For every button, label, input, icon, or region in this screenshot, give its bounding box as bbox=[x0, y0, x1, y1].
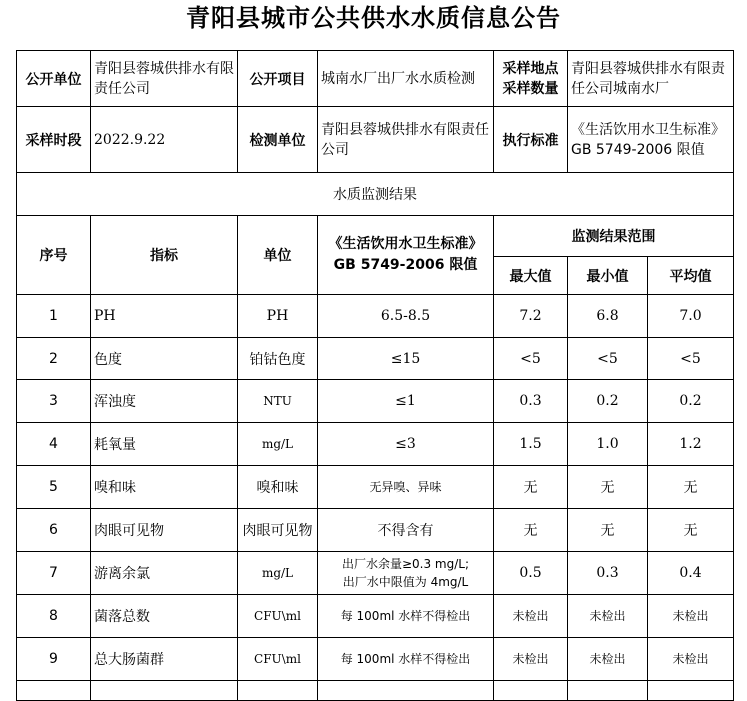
row-indicator: 嗅和味 bbox=[91, 466, 238, 509]
row-max: 未检出 bbox=[494, 595, 568, 638]
row-limit: 每 100ml 水样不得检出 bbox=[318, 595, 494, 638]
label-sampling-site-line1: 采样地点 bbox=[502, 60, 559, 77]
row-indicator: 浑浊度 bbox=[91, 380, 238, 423]
row-no: 6 bbox=[17, 509, 91, 552]
table-row bbox=[17, 552, 734, 595]
row-avg: 无 bbox=[648, 466, 734, 509]
row-min: 未检出 bbox=[568, 595, 648, 638]
header-indicator: 指标 bbox=[91, 216, 238, 295]
row-limit: 6.5-8.5 bbox=[318, 295, 494, 338]
label-test-org: 检测单位 bbox=[238, 107, 318, 173]
table-row bbox=[17, 595, 734, 638]
label-sampling-count-line2: 采样数量 bbox=[502, 80, 559, 97]
row-avg: 无 bbox=[648, 509, 734, 552]
header-no: 序号 bbox=[17, 216, 91, 295]
table-row bbox=[17, 338, 734, 380]
row-max: 7.2 bbox=[494, 295, 568, 338]
row-no: 2 bbox=[17, 338, 91, 380]
header-min: 最小值 bbox=[568, 257, 648, 295]
row-indicator: PH bbox=[91, 295, 238, 338]
info-row-1 bbox=[17, 51, 734, 107]
header-limit-line1: 《生活饮用水卫生标准》 bbox=[328, 236, 483, 252]
row-min: 0.3 bbox=[568, 552, 648, 595]
table-row bbox=[17, 466, 734, 509]
row-limit: 无异嗅、异味 bbox=[318, 466, 494, 509]
row-min: 1.0 bbox=[568, 423, 648, 466]
header-range: 监测结果范围 bbox=[494, 216, 734, 257]
row-no: 9 bbox=[17, 638, 91, 681]
section-title-row bbox=[17, 173, 734, 216]
row-min: 无 bbox=[568, 509, 648, 552]
label-public-item: 公开项目 bbox=[238, 51, 318, 107]
row-max: 无 bbox=[494, 509, 568, 552]
row-limit: 每 100ml 水样不得检出 bbox=[318, 638, 494, 681]
row-limit: ≤1 bbox=[318, 380, 494, 423]
header-max: 最大值 bbox=[494, 257, 568, 295]
water-quality-table bbox=[16, 50, 734, 701]
row-avg: 未检出 bbox=[648, 595, 734, 638]
row-no: 1 bbox=[17, 295, 91, 338]
row-unit: 嗅和味 bbox=[238, 466, 318, 509]
row-min: <5 bbox=[568, 338, 648, 380]
row-max: 0.5 bbox=[494, 552, 568, 595]
row-indicator: 游离余氯 bbox=[91, 552, 238, 595]
table-row bbox=[17, 509, 734, 552]
sampling-site-value: 青阳县蓉城供排水有限责任公司城南水厂 bbox=[568, 51, 734, 107]
row-unit: NTU bbox=[238, 380, 318, 423]
label-sampling-time: 采样时段 bbox=[17, 107, 91, 173]
table-row bbox=[17, 380, 734, 423]
public-unit-value: 青阳县蓉城供排水有限责任公司 bbox=[91, 51, 238, 107]
label-standard: 执行标准 bbox=[494, 107, 568, 173]
row-max: 1.5 bbox=[494, 423, 568, 466]
row-min: 0.2 bbox=[568, 380, 648, 423]
row-no: 4 bbox=[17, 423, 91, 466]
row-max: 无 bbox=[494, 466, 568, 509]
row-unit: mg/L bbox=[238, 423, 318, 466]
label-public-unit: 公开单位 bbox=[17, 51, 91, 107]
table-row bbox=[17, 423, 734, 466]
row-indicator: 耗氧量 bbox=[91, 423, 238, 466]
row-max: 0.3 bbox=[494, 380, 568, 423]
header-avg: 平均值 bbox=[648, 257, 734, 295]
row-limit-line1: 出厂水余量≥0.3 mg/L; bbox=[341, 557, 470, 571]
header-row-1 bbox=[17, 216, 734, 257]
section-title: 水质监测结果 bbox=[17, 173, 734, 216]
header-limit-line2: GB 5749-2006 限值 bbox=[333, 257, 478, 273]
test-org-value: 青阳县蓉城供排水有限责任公司 bbox=[318, 107, 494, 173]
row-avg: 7.0 bbox=[648, 295, 734, 338]
row-indicator: 总大肠菌群 bbox=[91, 638, 238, 681]
row-unit: CFU\ml bbox=[238, 595, 318, 638]
label-sampling-site bbox=[494, 51, 568, 107]
public-item-value: 城南水厂出厂水水质检测 bbox=[318, 51, 494, 107]
header-limit bbox=[318, 216, 494, 295]
row-min: 未检出 bbox=[568, 638, 648, 681]
row-limit: ≤3 bbox=[318, 423, 494, 466]
row-no: 3 bbox=[17, 380, 91, 423]
table-row bbox=[17, 295, 734, 338]
row-avg: <5 bbox=[648, 338, 734, 380]
row-unit: 铂钴色度 bbox=[238, 338, 318, 380]
table-row bbox=[17, 638, 734, 681]
row-unit: CFU\ml bbox=[238, 638, 318, 681]
header-unit: 单位 bbox=[238, 216, 318, 295]
row-unit: PH bbox=[238, 295, 318, 338]
row-limit bbox=[318, 552, 494, 595]
row-min: 6.8 bbox=[568, 295, 648, 338]
row-avg: 0.2 bbox=[648, 380, 734, 423]
row-indicator: 肉眼可见物 bbox=[91, 509, 238, 552]
row-unit: mg/L bbox=[238, 552, 318, 595]
row-avg: 0.4 bbox=[648, 552, 734, 595]
standard-value: 《生活饮用水卫生标准》GB 5749-2006 限值 bbox=[568, 107, 734, 173]
info-row-2 bbox=[17, 107, 734, 173]
row-unit: 肉眼可见物 bbox=[238, 509, 318, 552]
row-min: 无 bbox=[568, 466, 648, 509]
row-max: 未检出 bbox=[494, 638, 568, 681]
row-max: <5 bbox=[494, 338, 568, 380]
row-limit: ≤15 bbox=[318, 338, 494, 380]
row-avg: 未检出 bbox=[648, 638, 734, 681]
row-no: 5 bbox=[17, 466, 91, 509]
row-no: 8 bbox=[17, 595, 91, 638]
row-indicator: 菌落总数 bbox=[91, 595, 238, 638]
row-indicator: 色度 bbox=[91, 338, 238, 380]
row-limit: 不得含有 bbox=[318, 509, 494, 552]
page-title: 青阳县城市公共供水水质信息公告 bbox=[186, 4, 561, 32]
row-no: 7 bbox=[17, 552, 91, 595]
sampling-time-value: 2022.9.22 bbox=[91, 107, 238, 173]
row-limit-line2: 出厂水中限值为 4mg/L bbox=[342, 575, 469, 589]
row-avg: 1.2 bbox=[648, 423, 734, 466]
